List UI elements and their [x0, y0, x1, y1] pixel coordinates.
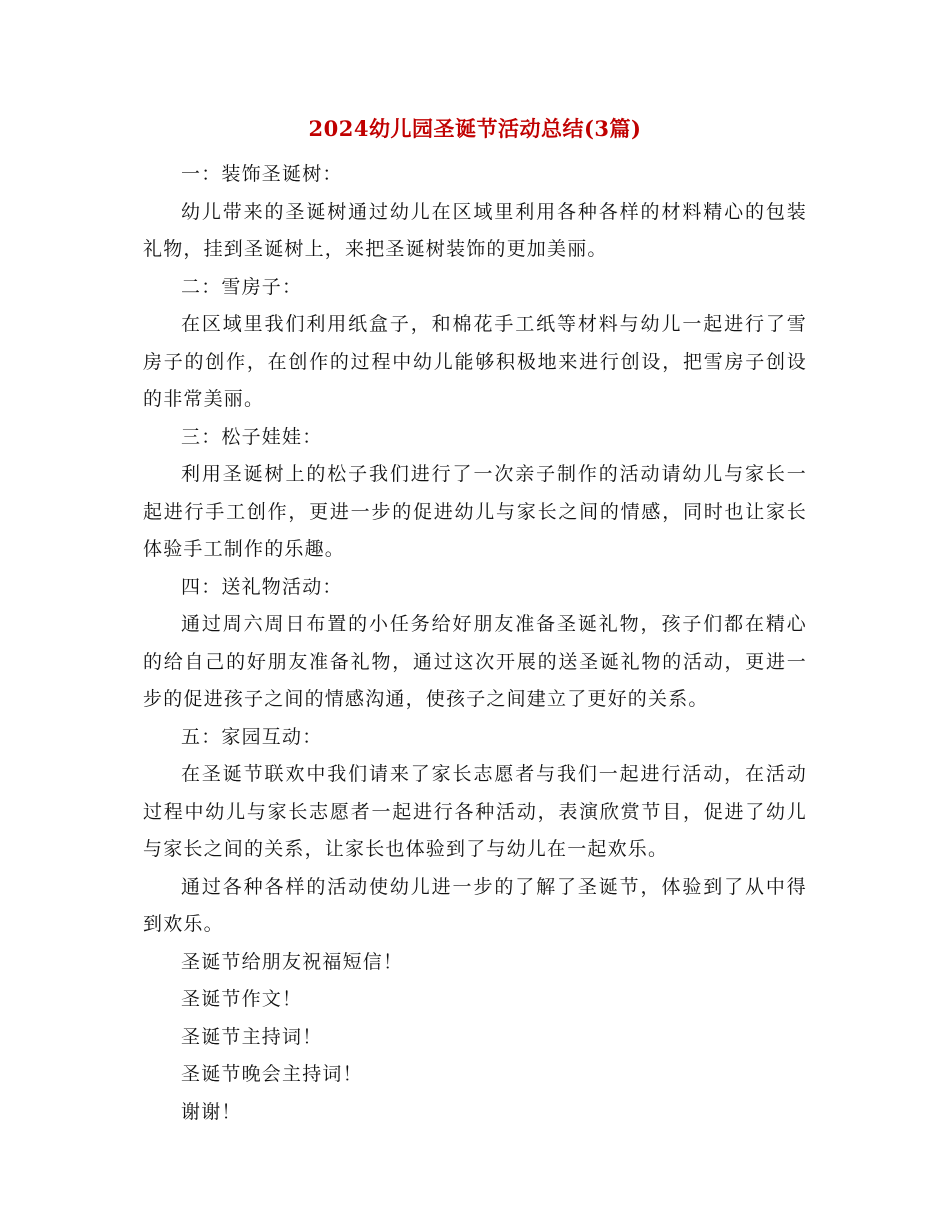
document-content — [143, 112, 807, 1131]
paragraph-summary: 通过各种各样的活动使幼儿进一步的了解了圣诞节，体验到了从中得到欢乐。 — [143, 875, 807, 935]
link-text-host-script: 圣诞节主持词！ — [181, 1025, 323, 1048]
paragraph-home-school: 在圣诞节联欢中我们请来了家长志愿者与我们一起进行活动，在活动过程中幼儿与家长志愿者一起进行各种活动，表演欣赏节目，促进了幼儿与家长之间的关系，让家长也体验到了与幼儿在一起欢乐。 — [143, 763, 807, 860]
section-heading-home-school: 五：家园互动： — [181, 725, 323, 748]
section-heading-pinecone-doll: 三：松子娃娃： — [181, 425, 323, 448]
paragraph-pinecone-doll: 利用圣诞树上的松子我们进行了一次亲子制作的活动请幼儿与家长一起进行手工创作，更进一步的促进幼儿与家长之间的情感，同时也让家长体验手工制作的乐趣。 — [143, 463, 807, 560]
link-text-essay: 圣诞节作文！ — [181, 988, 303, 1010]
section-heading-snow-house: 二：雪房子： — [181, 275, 303, 298]
section-heading-gift-activity: 四：送礼物活动： — [181, 575, 343, 598]
paragraph-gift-activity: 通过周六周日布置的小任务给好朋友准备圣诞礼物，孩子们都在精心的给自己的好朋友准备礼物，通过这次开展的送圣诞礼物的活动，更进一步的促进孩子之间的情感沟通，使孩子之间建立了更好的关系。 — [143, 613, 807, 710]
section-heading-decorate-tree: 一：装饰圣诞树： — [181, 163, 343, 185]
paragraph-decorate-tree: 幼儿带来的圣诞树通过幼儿在区域里利用各种各样的材料精心的包装礼物，挂到圣诞树上，来把圣诞树装饰的更加美丽。 — [143, 200, 807, 260]
link-text-greeting-sms: 圣诞节给朋友祝福短信！ — [181, 950, 404, 973]
closing-thanks: 谢谢！ — [181, 1100, 242, 1123]
document-title: 2024幼儿园圣诞节活动总结(3篇) — [308, 116, 642, 141]
paragraph-snow-house: 在区域里我们利用纸盒子，和棉花手工纸等材料与幼儿一起进行了雪房子的创作，在创作的过程中幼儿能够积极地来进行创设，把雪房子创设的非常美丽。 — [143, 313, 807, 410]
link-text-party-host-script: 圣诞节晚会主持词！ — [181, 1063, 363, 1085]
